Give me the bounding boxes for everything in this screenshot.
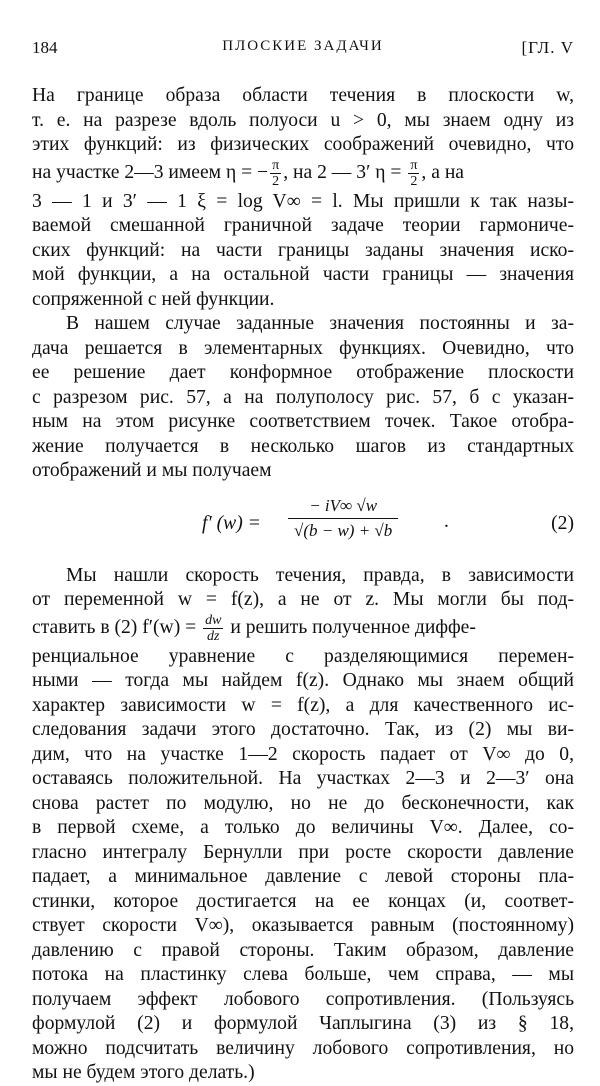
fraction-denominator: dz — [207, 628, 220, 644]
text-segment: , а на — [421, 161, 464, 183]
text-line-with-fraction — [32, 613, 574, 645]
text-line: мой функции, а на остальной части границы — значения — [32, 264, 574, 285]
text-segment: , на 2 — 3′ η = — [283, 161, 407, 183]
text-line: в первой схеме, а только до величины V∞. Далее, со- — [32, 817, 574, 838]
page-body — [32, 84, 574, 1086]
text-line: оставаясь положительной. На участках 2—3 и 2—3′ она — [32, 768, 574, 789]
text-line: с разрезом рис. 57, a на полуполосу рис. 57, б с указан- — [32, 386, 574, 408]
text-segment: на участке 2—3 имеем η = − — [32, 161, 269, 183]
text-line: потока на пластинку слева больше, чем справа, — мы — [32, 964, 574, 985]
equation-2 — [32, 490, 574, 556]
fraction-numerator: π — [410, 157, 418, 173]
equation-lhs: f′ (w) = — [202, 512, 261, 534]
equation-numerator: − iV∞ √w — [288, 494, 398, 519]
text-line: сопряженной с ней функции. — [32, 288, 275, 310]
running-title: ПЛОСКИЕ ЗАДАЧИ — [222, 38, 384, 54]
text-line: ренциальное уравнение с разделяющимися перемен- — [32, 645, 574, 667]
equation-period: . — [444, 510, 449, 532]
text-line: Мы нашли скорость течения, правда, в зависимости — [66, 564, 574, 586]
page-number: 184 — [32, 38, 58, 57]
text-line: ными — тогда мы найдем f(z). Однако мы знаем общий — [32, 670, 574, 691]
text-line: ваемой смешанной граничной задаче теории гармониче- — [32, 215, 574, 236]
equation-denominator: √(b − w) + √b — [294, 520, 393, 540]
page-header — [32, 38, 574, 62]
text-line: На границе образа области течения в плоскости w, — [32, 85, 574, 106]
text-line: следования задачи этого достаточно. Так, из (2) мы ви- — [32, 719, 574, 740]
text-line: падает, а минимальное давление с левой стороны пла- — [32, 866, 574, 887]
text-segment: и решить полученное диффе- — [225, 616, 476, 638]
paragraph-2 — [32, 312, 574, 484]
text-line: можно подсчитать величину лобового сопротивления, но — [32, 1037, 574, 1059]
chapter-label: [ГЛ. V — [521, 38, 574, 57]
text-line: дим, что на участке 1—2 скорость падает от V∞ до 0, — [32, 743, 574, 765]
text-line: отображений и мы получаем — [32, 460, 272, 481]
text-line: давлению с правой стороны. Таким образом, давление — [32, 939, 574, 961]
text-line: жение получается в несколько шагов из стандартных — [32, 435, 574, 457]
paragraph-3 — [32, 564, 574, 1086]
text-line-with-fractions — [32, 158, 574, 190]
text-segment: ставить в (2) f′(w) = — [32, 616, 202, 638]
paragraph-1 — [32, 84, 574, 312]
text-line: т. е. на разрезе вдоль полуоси u > 0, мы знаем одну из — [32, 109, 574, 131]
text-line: снова растет по модулю, но не до бесконечности, как — [32, 792, 574, 814]
text-line: характер зависимости w = f(z), а для качественного ис- — [32, 694, 574, 716]
text-line: В нашем случае заданные значения постоянны и за- — [66, 313, 574, 334]
text-line: этих функций: из физических соображений очевидно, что — [32, 134, 574, 155]
fraction — [408, 158, 419, 189]
equation-number: (2) — [551, 512, 574, 534]
text-line: от переменной w = f(z), а не от z. Мы могли бы под- — [32, 589, 574, 610]
text-line: ным на этом рисунке соответствием точек. Такое отобра- — [32, 411, 574, 432]
fraction — [270, 158, 281, 189]
fraction — [203, 613, 223, 644]
fraction-numerator: π — [272, 157, 280, 173]
text-line: формулой (2) и формулой Чаплыгина (3) из § 18, — [32, 1013, 574, 1034]
text-line: 3 — 1 и 3′ — 1 ξ = log V∞ = l. Мы пришли к так назы- — [32, 190, 574, 212]
text-line: ских функций: на части границы заданы значения иско- — [32, 239, 574, 261]
text-line: ствует скорости V∞), оказывается равным (постоянному) — [32, 915, 574, 936]
text-line: гласно интегралу Бернулли при росте скорости давление — [32, 841, 574, 863]
fraction-numerator: dw — [205, 612, 222, 628]
text-line: мы не будем этого делать.) — [32, 1062, 255, 1083]
text-line: стинки, которое достигается на ее концах (и, соответ- — [32, 890, 574, 912]
fraction-denominator: 2 — [410, 173, 418, 189]
text-line: дача решается в элементарных функциях. Очевидно, что — [32, 337, 574, 359]
equation-fraction — [288, 494, 398, 543]
fraction-denominator: 2 — [272, 173, 280, 189]
text-line: ее решение дает конформное отображение плоскости — [32, 362, 574, 383]
text-line: получаем эффект лобового сопротивления. (Пользуясь — [32, 988, 574, 1010]
